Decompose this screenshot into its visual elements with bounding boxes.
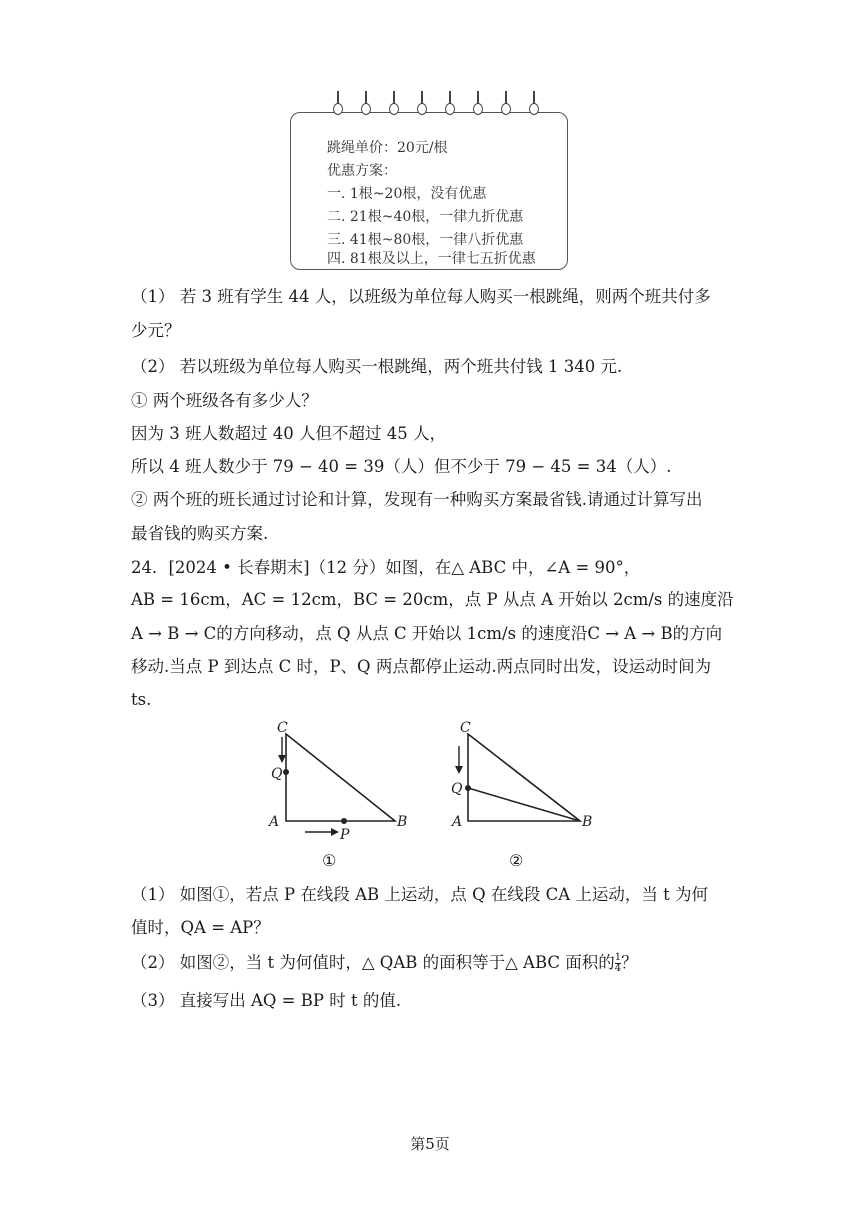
notebook-line: 优惠方案： <box>327 163 397 179</box>
q23-so: 所以 4 班人数少于 79 − 40 = 39（人）但不少于 79 − 45 = 34（人）. <box>131 457 672 476</box>
q23-part1-line2: 少元？ <box>131 321 181 340</box>
label-B: B <box>397 814 408 830</box>
figure-2-triangle <box>440 715 610 845</box>
q24-sub2 <box>131 952 638 974</box>
q24-sub1-line1: （1） 如图①，若点 P 在线段 AB 上运动，点 Q 在线段 CA 上运动，当 t 为何 <box>131 885 709 904</box>
q24-sub2-text: （2） 如图②，当 t 为何值时，△ QAB 的面积等于△ ABC 面积的 <box>131 953 615 972</box>
fraction-denominator: 4 <box>614 963 622 974</box>
label-C: C <box>277 720 288 736</box>
page-number: 第5页 <box>410 1135 450 1153</box>
figure-2-caption: ② <box>509 851 524 870</box>
q24-line4: 移动.当点 P 到达点 C 时，P、Q 两点都停止运动.两点同时出发，设运动时间为 <box>131 657 712 676</box>
notebook-line: 四. 81根及以上，一律七五折优惠 <box>327 251 536 267</box>
label-A: A <box>452 814 463 830</box>
price-notebook <box>290 112 568 270</box>
label-Q: Q <box>271 766 283 782</box>
q24-line2: AB = 16cm，AC = 12cm，BC = 20cm，点 P 从点 A 开始以 2cm/s 的速度沿 <box>131 590 734 609</box>
q24-line3: A → B → C的方向移动，点 Q 从点 C 开始以 1cm/s 的速度沿C → A → B的方向 <box>131 624 723 643</box>
q23-part1-line1: （1） 若 3 班有学生 44 人，以班级为单位每人购买一根跳绳，则两个班共付多 <box>131 287 711 306</box>
notebook-line: 一. 1根~20根，没有优惠 <box>327 186 487 202</box>
q24-line5: ts. <box>131 690 152 709</box>
label-Q: Q <box>451 781 463 797</box>
q23-sub2-line1: ② 两个班的班长通过讨论和计算，发现有一种购买方案最省钱.请通过计算写出 <box>131 490 703 509</box>
notebook-line: 跳绳单价：20元/根 <box>327 140 448 156</box>
q24-sub3: （3） 直接写出 AQ = BP 时 t 的值. <box>131 991 402 1010</box>
notebook-line: 三. 41根~80根，一律八折优惠 <box>327 232 524 248</box>
notebook-line: 二. 21根~40根，一律九折优惠 <box>327 209 524 225</box>
q23-because: 因为 3 班人数超过 40 人但不超过 45 人， <box>131 424 446 443</box>
q24-line1: 24．[2024 • 长春期末]（12 分）如图，在△ ABC 中，∠A = 90°， <box>131 558 641 577</box>
q24-sub1-line2: 值时，QA = AP？ <box>131 918 270 937</box>
figure-1-triangle <box>255 715 425 845</box>
label-P: P <box>340 827 350 843</box>
label-A: A <box>269 814 280 830</box>
label-B: B <box>582 814 593 830</box>
q23-sub2-line2: 最省钱的购买方案. <box>131 524 269 543</box>
label-C: C <box>460 720 471 736</box>
fraction-numerator: 1 <box>614 952 622 963</box>
q23-sub1: ① 两个班级各有多少人？ <box>131 391 318 410</box>
figure-1-caption: ① <box>322 851 337 870</box>
q24-sub2-end: ？ <box>621 953 638 972</box>
q23-part2: （2） 若以班级为单位每人购买一根跳绳，两个班共付钱 1 340 元. <box>131 357 623 376</box>
